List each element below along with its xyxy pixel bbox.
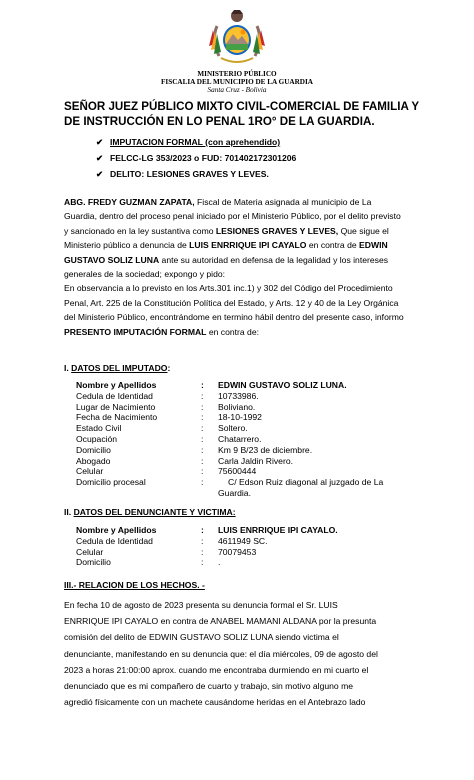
check-icon: ✔ (96, 153, 104, 163)
section-1-heading: I. DATOS DEL IMPUTADO: (64, 363, 171, 373)
row-colon: : (201, 390, 204, 401)
row-value: EDWIN GUSTAVO SOLIZ LUNA. (218, 380, 347, 390)
row-value: Boliviano. (218, 401, 256, 412)
row-colon: : (201, 423, 204, 434)
document-page: MINISTERIO PÚBLICO FISCALIA DEL MUNICIPIO DE LA GUARDIA Santa Cruz - Bolivia SEÑOR JUEZ PÚBLICO MIXTO CIVIL-COMERCIAL DE FAMILIA Y DE INSTRUCCIÓN EN LO PENAL 1RO° DE LA GUARDIA. ✔ IMPUTACION FORMAL (con aprehendido) ✔ FELCC-LG 353/2023 o FUD: 701402172301206 ✔ DELITO: LESIONES GRAVES Y LEVES. ABG. FREDY GUZMAN ZAPATA, Fiscal de Materia asignada al municipio de La Guardia, dentro del proceso penal iniciado por el Ministerio Público, por el delito previsto y sancionado en la ley sustantiva como LESIONES GRAVES Y LEVES, Que sigue el Ministerio público a denuncia de LUIS ENRRIQUE IPI CAYALO en contra de EDWIN GUSTAVO SOLIZ LUNA ante su autoridad en defensa de la legalidad y los intereses generales de la sociedad; expongo y pido: En observancia a lo previsto en los Arts.301 inc.1) y 302 del Código del Procedimiento Penal, Art. 225 de la Constitución Política del Estado, y Arts. 12 y 40 de la Ley Orgánica del Ministerio Público, encontrándome en termino hábil dentro del presente caso, informo PRESENTO IMPUTACIÓN FORMAL en contra de: I. DATOS DEL IMPUTADO: Nombre y Apellidos : EDWIN GUSTAVO SOLIZ LUNA. Cedula de Identidad : 10733986. Lugar de Nacimiento : Boliviano. Fecha de Nacimiento : 18-10-1992 Estado Civil : Soltero. Ocupación : Chatarrero. Domicilio : Km 9 B/23 de diciembre. Abogado : Carla Jaldin Rivero. Celular : 75600444 Domicilio procesal : C/ Edson Ruiz diagonal al juzgado de La Guardia. II. DATOS DEL DENUNCIANTE Y VICTIMA: Nombre y Apellidos : LUIS ENRRIQUE IPI CAYALO. Cedula de Identidad : 4611949 SC. Celular : 70079453 Domicilio : . III.- RELACION DE LOS HECHOS. - En fecha 10 de agosto de 2023 presenta su denuncia formal el Sr. LUIS ENRRIQUE IPI CAYALO en contra de ANABEL MAMANI ALDANA por la presunta comisión del delito de EDWIN GUSTAVO SOLIZ LUNA siendo victima el denunciante, manifestando en su denuncia que: el día miércoles, 09 de agosto del 2023 a horas 21:00:00 aprox. cuando me encontraba durmiendo en mi cuarto el denunciado que es mi compañero de cuarto y trabajo, sin motivo alguno me agredió físicamente con un machete causándome heridas en el Antebrazo lado (0, 0, 474, 780)
header-line-3: Santa Cruz - Bolivia (207, 86, 267, 94)
row-label: Celular (76, 546, 104, 557)
row-label: Cedula de Identidad (76, 535, 153, 546)
row-label: Cedula de Identidad (76, 390, 153, 401)
row-colon: : (201, 525, 204, 535)
row-label: Lugar de Nacimiento (76, 401, 156, 412)
row-colon: : (201, 546, 204, 557)
row-colon: : (201, 477, 204, 488)
hechos-paragraph: En fecha 10 de agosto de 2023 presenta su denuncia formal el Sr. LUIS ENRRIQUE IPI CAYALO en contra de ANABEL MAMANI ALDANA por la presunta comisión del delito de EDWIN GUSTAVO SOLIZ LUNA siendo victima el denunciante, manifestando en su denuncia que: el día miércoles, 09 de agosto del 2023 a horas 21:00:00 aprox. cuando me encontraba durmiendo en mi cuarto el denunciado que es mi compañero de cuarto y trabajo, sin motivo alguno me agredió físicamente con un machete causándome heridas en el Antebrazo lado (64, 600, 378, 708)
row-value: 70079453 (218, 546, 257, 557)
row-value: 4611949 SC. (218, 535, 268, 546)
intro-paragraph: ABG. FREDY GUZMAN ZAPATA, Fiscal de Materia asignada al municipio de La Guardia, dentro del proceso penal iniciado por el Ministerio Público, por el delito previsto y sancionado en la ley sustantiva como LESIONES GRAVES Y LEVES, Que sigue el Ministerio público a denuncia de LUIS ENRRIQUE IPI CAYALO en contra de EDWIN GUSTAVO SOLIZ LUNA ante su autoridad en defensa de la legalidad y los intereses generales de la sociedad; expongo y pido: En observancia a lo previsto en los Arts.301 inc.1) y 302 del Código del Procedimiento Penal, Art. 225 de la Constitución Política del Estado, y Arts. 12 y 40 de la Ley Orgánica del Ministerio Público, encontrándome en termino hábil dentro del presente caso, informo PRESENTO IMPUTACIÓN FORMAL en contra de: (64, 197, 404, 337)
row-label: Domicilio (76, 557, 111, 568)
row-label: Nombre y Apellidos (76, 525, 157, 535)
row-value: . (218, 557, 221, 568)
row-colon: : (201, 380, 204, 390)
row-value: Carla Jaldin Rivero. (218, 455, 293, 466)
row-colon: : (201, 401, 204, 412)
row-value: 18-10-1992 (218, 412, 262, 423)
row-colon: : (201, 412, 204, 423)
row-label: Estado Civil (76, 423, 122, 434)
row-label: Nombre y Apellidos (76, 380, 157, 390)
row-colon: : (201, 455, 204, 466)
section-2-heading: II. DATOS DEL DENUNCIANTE Y VICTIMA: (64, 507, 236, 517)
section-3-heading: III.- RELACION DE LOS HECHOS. - (64, 580, 205, 590)
row-label: Celular (76, 466, 104, 477)
title-line-1: SEÑOR JUEZ PÚBLICO MIXTO CIVIL-COMERCIAL DE FAMILIA Y (64, 100, 420, 113)
row-value: 10733986. (218, 390, 259, 401)
row-value: C/ Edson Ruiz diagonal al juzgado de La (228, 477, 384, 488)
row-label: Domicilio (76, 444, 111, 455)
title-line-2: DE INSTRUCCIÓN EN LO PENAL 1RO° DE LA GUARDIA. (64, 115, 375, 128)
row-value: Km 9 B/23 de diciembre. (218, 444, 313, 455)
row-label: Domicilio procesal (76, 477, 146, 488)
row-colon: : (201, 466, 204, 477)
row-value: 75600444 (218, 466, 257, 477)
header-line-2: FISCALIA DEL MUNICIPIO DE LA GUARDIA (161, 78, 313, 86)
row-value: Chatarrero. (218, 434, 262, 444)
checklist-item: ✔ IMPUTACION FORMAL (con aprehendido) (96, 137, 281, 147)
bolivia-coat-of-arms-icon (207, 6, 267, 68)
check-icon: ✔ (96, 169, 104, 179)
checklist-item: ✔ FELCC-LG 353/2023 o FUD: 701402172301206 (96, 153, 297, 163)
row-label: Fecha de Nacimiento (76, 412, 158, 423)
row-label: Abogado (76, 455, 111, 466)
row-colon: : (201, 444, 204, 455)
checklist-item: ✔ DELITO: LESIONES GRAVES Y LEVES. (96, 169, 269, 179)
header-line-1: MINISTERIO PÚBLICO (197, 70, 277, 78)
row-colon: : (201, 557, 204, 568)
row-colon: : (201, 535, 204, 546)
document-title (64, 99, 424, 129)
row-value: LUIS ENRRIQUE IPI CAYALO. (218, 525, 338, 535)
row-colon: : (201, 434, 204, 444)
row-label: Ocupación (76, 434, 118, 444)
check-icon: ✔ (96, 137, 104, 147)
row-value: Soltero. (218, 423, 248, 434)
